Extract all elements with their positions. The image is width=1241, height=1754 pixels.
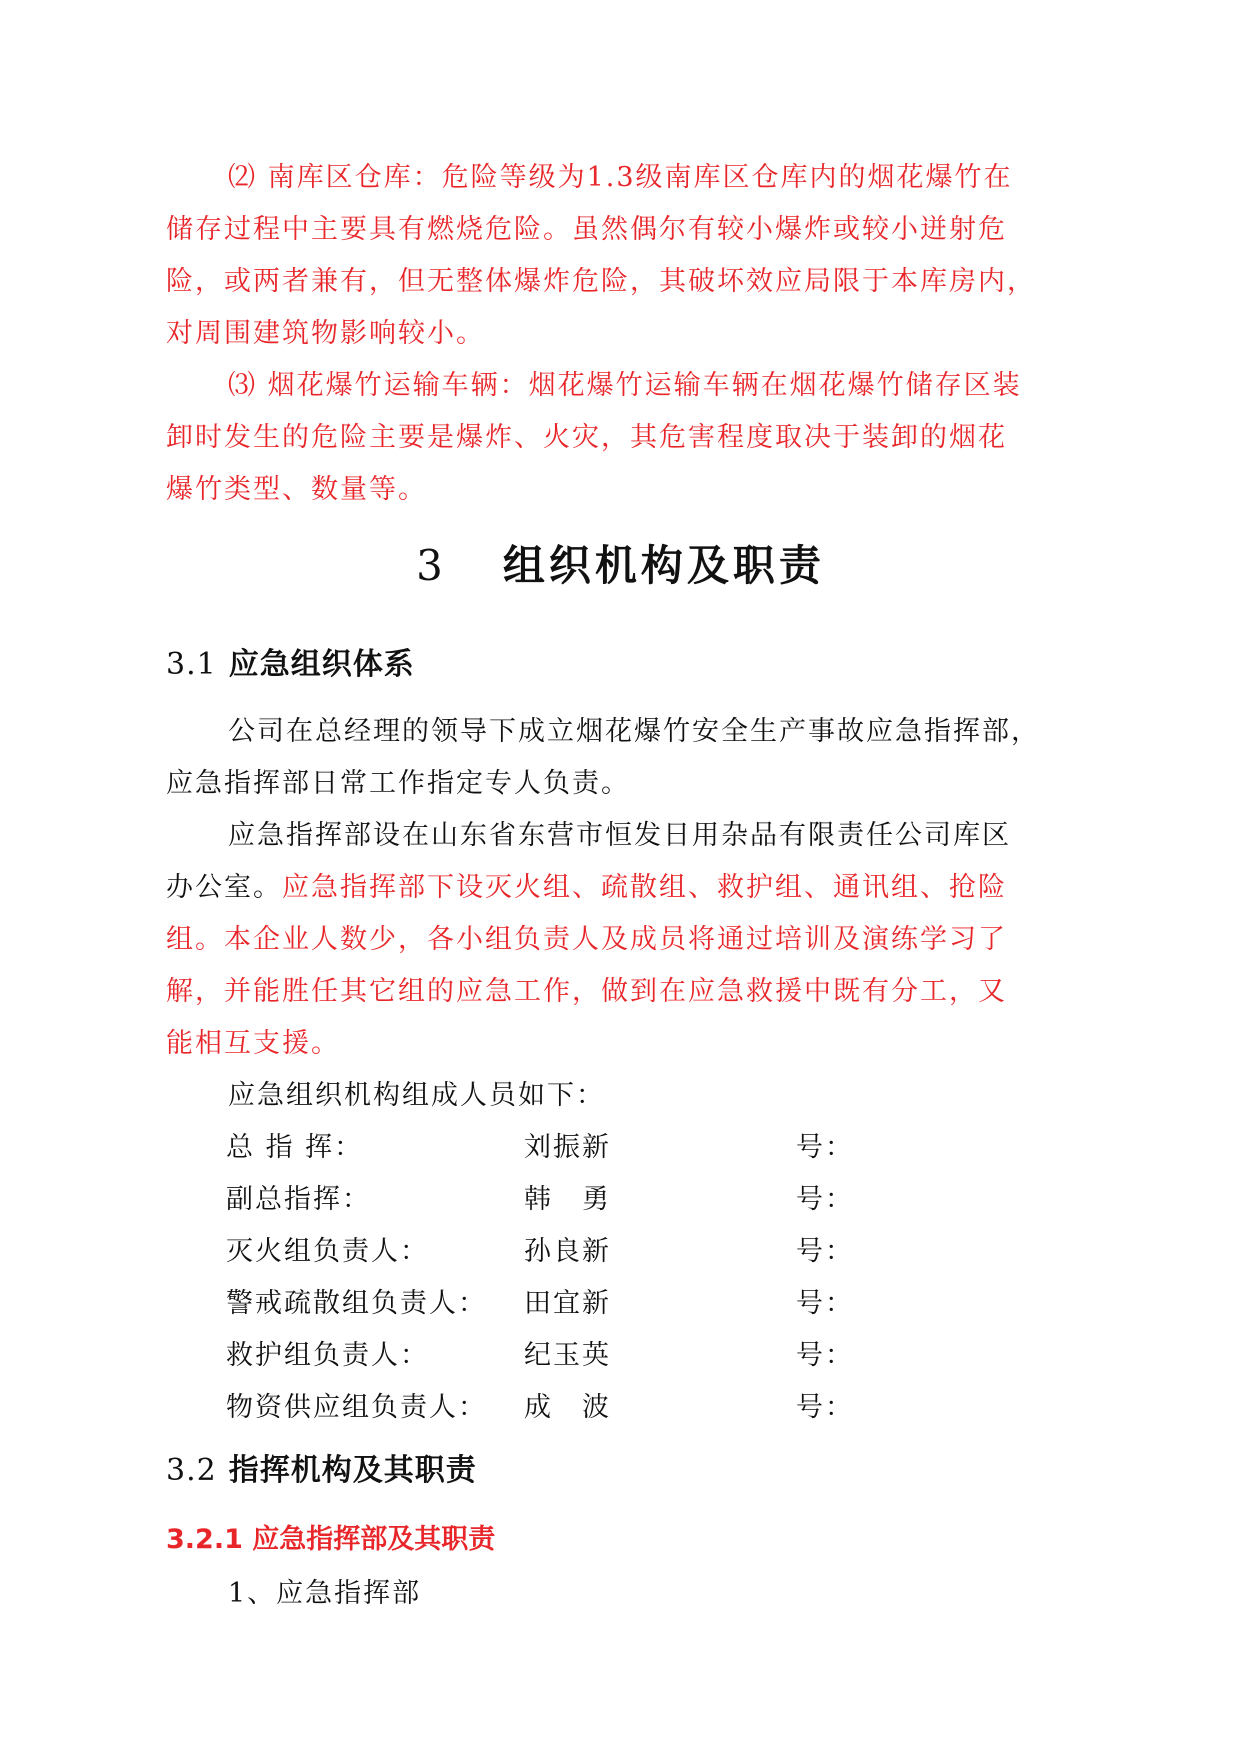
roster-row <box>0 1330 1241 1382</box>
hazard-item-3-line: 爆竹类型、数量等。 <box>166 474 427 505</box>
roster-intro <box>166 1070 1076 1122</box>
hazard-item-2-line: 对周围建筑物影响较小。 <box>166 318 485 349</box>
hazard-item-3 <box>166 360 1076 516</box>
section-3-1-heading <box>166 642 415 688</box>
roster-name: 纪玉英 <box>524 1340 611 1371</box>
section-number: 3.2 <box>166 1453 217 1488</box>
section-title: 应急组织体系 <box>228 647 415 682</box>
roster-role: 总 指 挥： <box>226 1132 364 1163</box>
roster-row <box>0 1382 1241 1434</box>
hazard-item-2 <box>166 152 1076 360</box>
hazard-item-2-line: ⑵ 南库区仓库：危险等级为1.3级南库区仓库内的烟花爆竹在 <box>228 162 1013 193</box>
roster-name: 刘振新 <box>524 1132 611 1163</box>
roster-role: 救护组负责人： <box>226 1340 429 1371</box>
command-item-1-text: 1、应急指挥部 <box>228 1578 422 1609</box>
section-3-2-heading <box>166 1448 477 1494</box>
paragraph-line-red: 能相互支援。 <box>166 1028 340 1059</box>
roster-role: 灭火组负责人： <box>226 1236 429 1267</box>
roster-name: 韩 勇 <box>524 1184 611 1215</box>
paragraph-text-red: 应急指挥部下设灭火组、疏散组、救护组、通讯组、抢险 <box>282 872 1007 903</box>
roster-phone: 号： <box>796 1236 854 1267</box>
roster-phone: 号： <box>796 1288 854 1319</box>
paragraph-text: 办公室。 <box>166 872 282 903</box>
roster-phone: 号： <box>796 1340 854 1371</box>
paragraph-line-red: 解，并能胜任其它组的应急工作，做到在应急救援中既有分工，又 <box>166 976 1007 1007</box>
hazard-item-2-line: 储存过程中主要具有燃烧危险。虽然偶尔有较小爆炸或较小迸射危 <box>166 214 1007 245</box>
org-paragraph-1 <box>166 706 1076 810</box>
section-title: 指挥机构及其职责 <box>228 1453 477 1488</box>
roster-intro-text: 应急组织机构组成人员如下： <box>228 1080 605 1111</box>
hazard-item-3-line: 卸时发生的危险主要是爆炸、火灾，其危害程度取决于装卸的烟花 <box>166 422 1007 453</box>
section-3-2-1-heading: 3.2.1 应急指挥部及其职责 <box>166 1524 496 1555</box>
roster-phone: 号： <box>796 1184 854 1215</box>
roster-row <box>0 1226 1241 1278</box>
chapter-number: 3 <box>416 541 447 590</box>
org-paragraph-2 <box>166 810 1076 1070</box>
hazard-item-3-line: ⑶ 烟花爆竹运输车辆：烟花爆竹运输车辆在烟花爆竹储存区装 <box>228 370 1022 401</box>
paragraph-line: 应急指挥部日常工作指定专人负责。 <box>166 768 630 799</box>
command-item-1 <box>166 1568 1076 1620</box>
roster-phone: 号： <box>796 1392 854 1423</box>
paragraph-line-mixed <box>166 862 1076 914</box>
paragraph-line: 公司在总经理的领导下成立烟花爆竹安全生产事故应急指挥部， <box>228 716 1040 747</box>
roster-row <box>0 1174 1241 1226</box>
chapter-heading <box>0 536 1241 596</box>
hazard-item-2-line: 险，或两者兼有，但无整体爆炸危险，其破坏效应局限于本库房内， <box>166 266 1036 297</box>
roster-name: 孙良新 <box>524 1236 611 1267</box>
paragraph-line-red: 组。本企业人数少，各小组负责人及成员将通过培训及演练学习了 <box>166 924 1007 955</box>
roster-role: 物资供应组负责人： <box>226 1392 487 1423</box>
section-number: 3.1 <box>166 647 217 682</box>
roster-role: 警戒疏散组负责人： <box>226 1288 487 1319</box>
roster-row <box>0 1278 1241 1330</box>
paragraph-line: 应急指挥部设在山东省东营市恒发日用杂品有限责任公司库区 <box>228 820 1011 851</box>
chapter-title: 组织机构及职责 <box>502 541 825 590</box>
roster-name: 成 波 <box>524 1392 611 1423</box>
roster-row <box>0 1122 1241 1174</box>
roster-role: 副总指挥： <box>226 1184 371 1215</box>
roster-phone: 号： <box>796 1132 854 1163</box>
roster-name: 田宜新 <box>524 1288 611 1319</box>
